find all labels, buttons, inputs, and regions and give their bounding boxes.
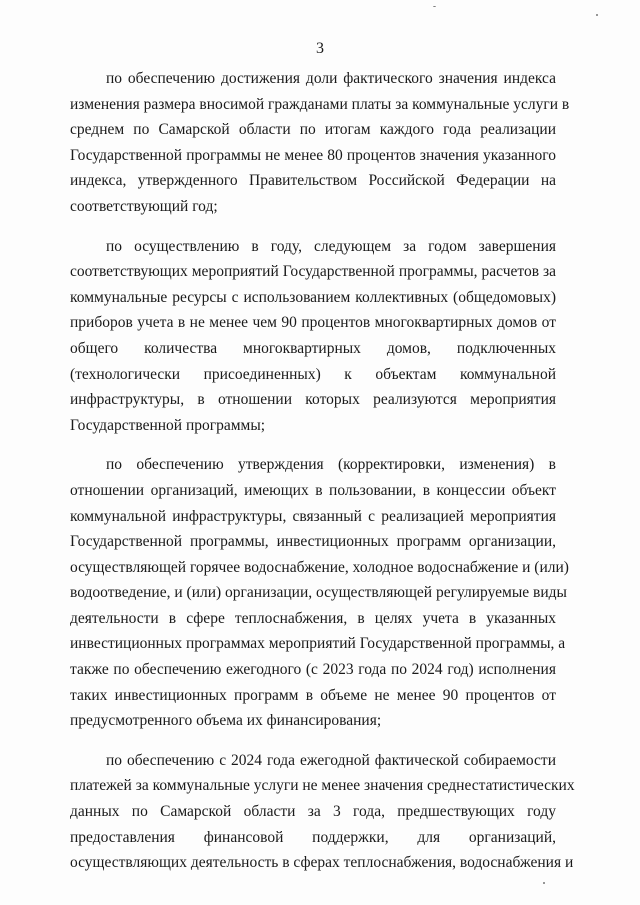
text-line: соответствующих мероприятий Государственной программы, расчетов за [70,263,556,281]
document-body [70,66,575,890]
text-line: данных по Самарской области за 3 года, предшествующих году [70,803,556,821]
paragraph-3 [70,452,569,734]
text-line: деятельности в сфере теплоснабжения, в целях учета в указанных [70,609,556,627]
text-line: коммунальные ресурсы с использованием коллективных (общедомовых) [70,288,556,306]
text-line: водоотведение, и (или) организации, осуществляющей регулируемые виды [70,584,567,602]
text-line: по осуществлению в году, следующем за годом завершения [106,237,556,255]
text-line: таких инвестиционных программ в объеме не менее 90 процентов от [70,686,556,704]
text-line: инфраструктуры, в отношении которых реализуются мероприятия [70,391,556,409]
scan-speck [543,882,545,884]
text-line: платежей за коммунальные услуги не менее значения среднестатистических [70,777,575,795]
paragraph-1 [70,66,570,220]
text-line: индекса, утвержденного Правительством Российской Федерации на [70,172,556,190]
page-number: 3 [316,40,324,57]
scan-speck [433,6,436,7]
text-line: по обеспечению достижения доли фактического значения индекса [106,70,556,87]
text-line: изменения размера вносимой гражданами платы за коммунальные услуги в [70,95,570,113]
text-line: по обеспечению с 2024 года ежегодной фактической собираемости [106,751,556,769]
text-line: общего количества многоквартирных домов, подключенных [70,339,556,357]
text-line: также по обеспечению ежегодного (с 2023 года по 2024 год) исполнения [70,661,556,679]
text-line: соответствующий год; [70,197,218,215]
text-line: по обеспечению утверждения (корректировки, изменения) в [106,456,556,474]
text-line: среднем по Самарской области по итогам каждого года реализации [70,121,556,139]
text-line: предоставления финансовой поддержки, для организаций, [70,828,556,846]
scan-speck [596,14,598,16]
text-line: осуществляющей горячее водоснабжение, холодное водоснабжение и (или) [70,558,569,576]
text-line: приборов учета в не менее чем 90 процентов многоквартирных домов от [70,314,556,332]
text-line: Государственной программы; [70,416,266,434]
text-line: предусмотренного объема их финансирования; [70,712,382,730]
paragraph-2 [70,234,556,439]
text-line: осуществляющих деятельность в сферах теплоснабжения, водоснабжения и [70,854,574,872]
text-line: инвестиционных программах мероприятий Государственной программы, а [70,635,566,653]
text-line: (технологически присоединенных) к объектам коммунальной [70,365,556,383]
text-line: отношении организаций, имеющих в пользовании, в концессии объект [70,481,556,499]
paragraph-4 [70,748,575,876]
text-line: коммунальной инфраструктуры, связанный с реализацией мероприятия [70,507,556,525]
text-line: Государственной программы, инвестиционных программ организации, [70,533,556,551]
text-line: Государственной программы не менее 80 процентов значения указанного [70,146,556,164]
